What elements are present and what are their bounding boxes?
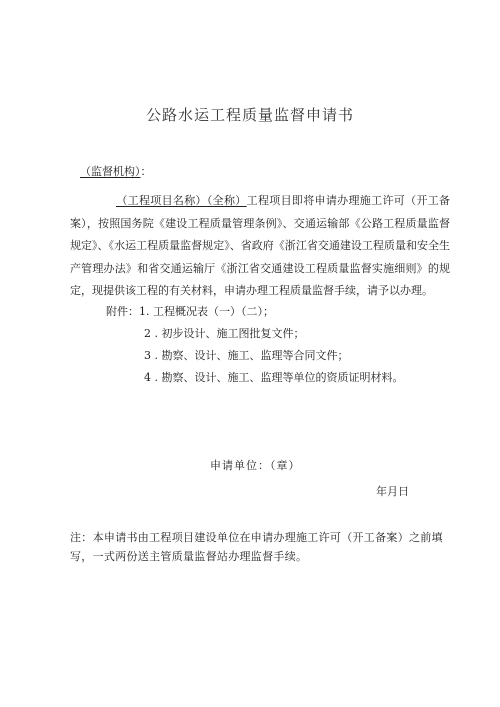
application-text: 工程项目即将申请办理施工许可（开工备案），按照国务院《建设工程质量管理条例》、交通运输部《公路工程质量监督规定》、《水运工程质量监督规定》、省政府《浙江省交通建设工程质量和安全生产管理办法》和省交通运输厅《浙江省交通建设工程质量监督实施细则》的规定，现提供该工程的有关材料，申请办理工程质量监督手续，请予以办理。	[70, 194, 451, 298]
attachment-item: 2 . 初步设计、施工图批复文件；	[144, 327, 305, 340]
document-title: 公路水运工程质量监督申请书	[145, 106, 354, 124]
attachment-item: 4 . 勘察、设计、施工、监理等单位的资质证明材料。	[144, 371, 404, 384]
attachment-item: 3 . 勘察、设计、施工、监理等合同文件；	[144, 349, 349, 362]
date-line: 年月日	[376, 485, 409, 498]
project-full-name-field: （全称）	[206, 194, 247, 207]
footnote: 注：本申请书由工程项目建设单位在申请办理施工许可（开工备案）之前填写，一式两份送主管质量监督站办理监督手续。	[70, 531, 443, 563]
supervision-org-field: （监督机构）	[80, 165, 141, 178]
application-body	[70, 190, 450, 303]
project-name-field: （工程项目名称）	[116, 194, 207, 207]
addressee-colon: ：	[140, 165, 152, 178]
attachment-label: 附件：	[106, 305, 139, 318]
addressee-line	[80, 163, 152, 179]
attachment-item: 附件：1. 工程概况表（一）（二）；	[106, 305, 274, 318]
applicant-seal-line: 申请单位：（章）	[210, 459, 301, 472]
